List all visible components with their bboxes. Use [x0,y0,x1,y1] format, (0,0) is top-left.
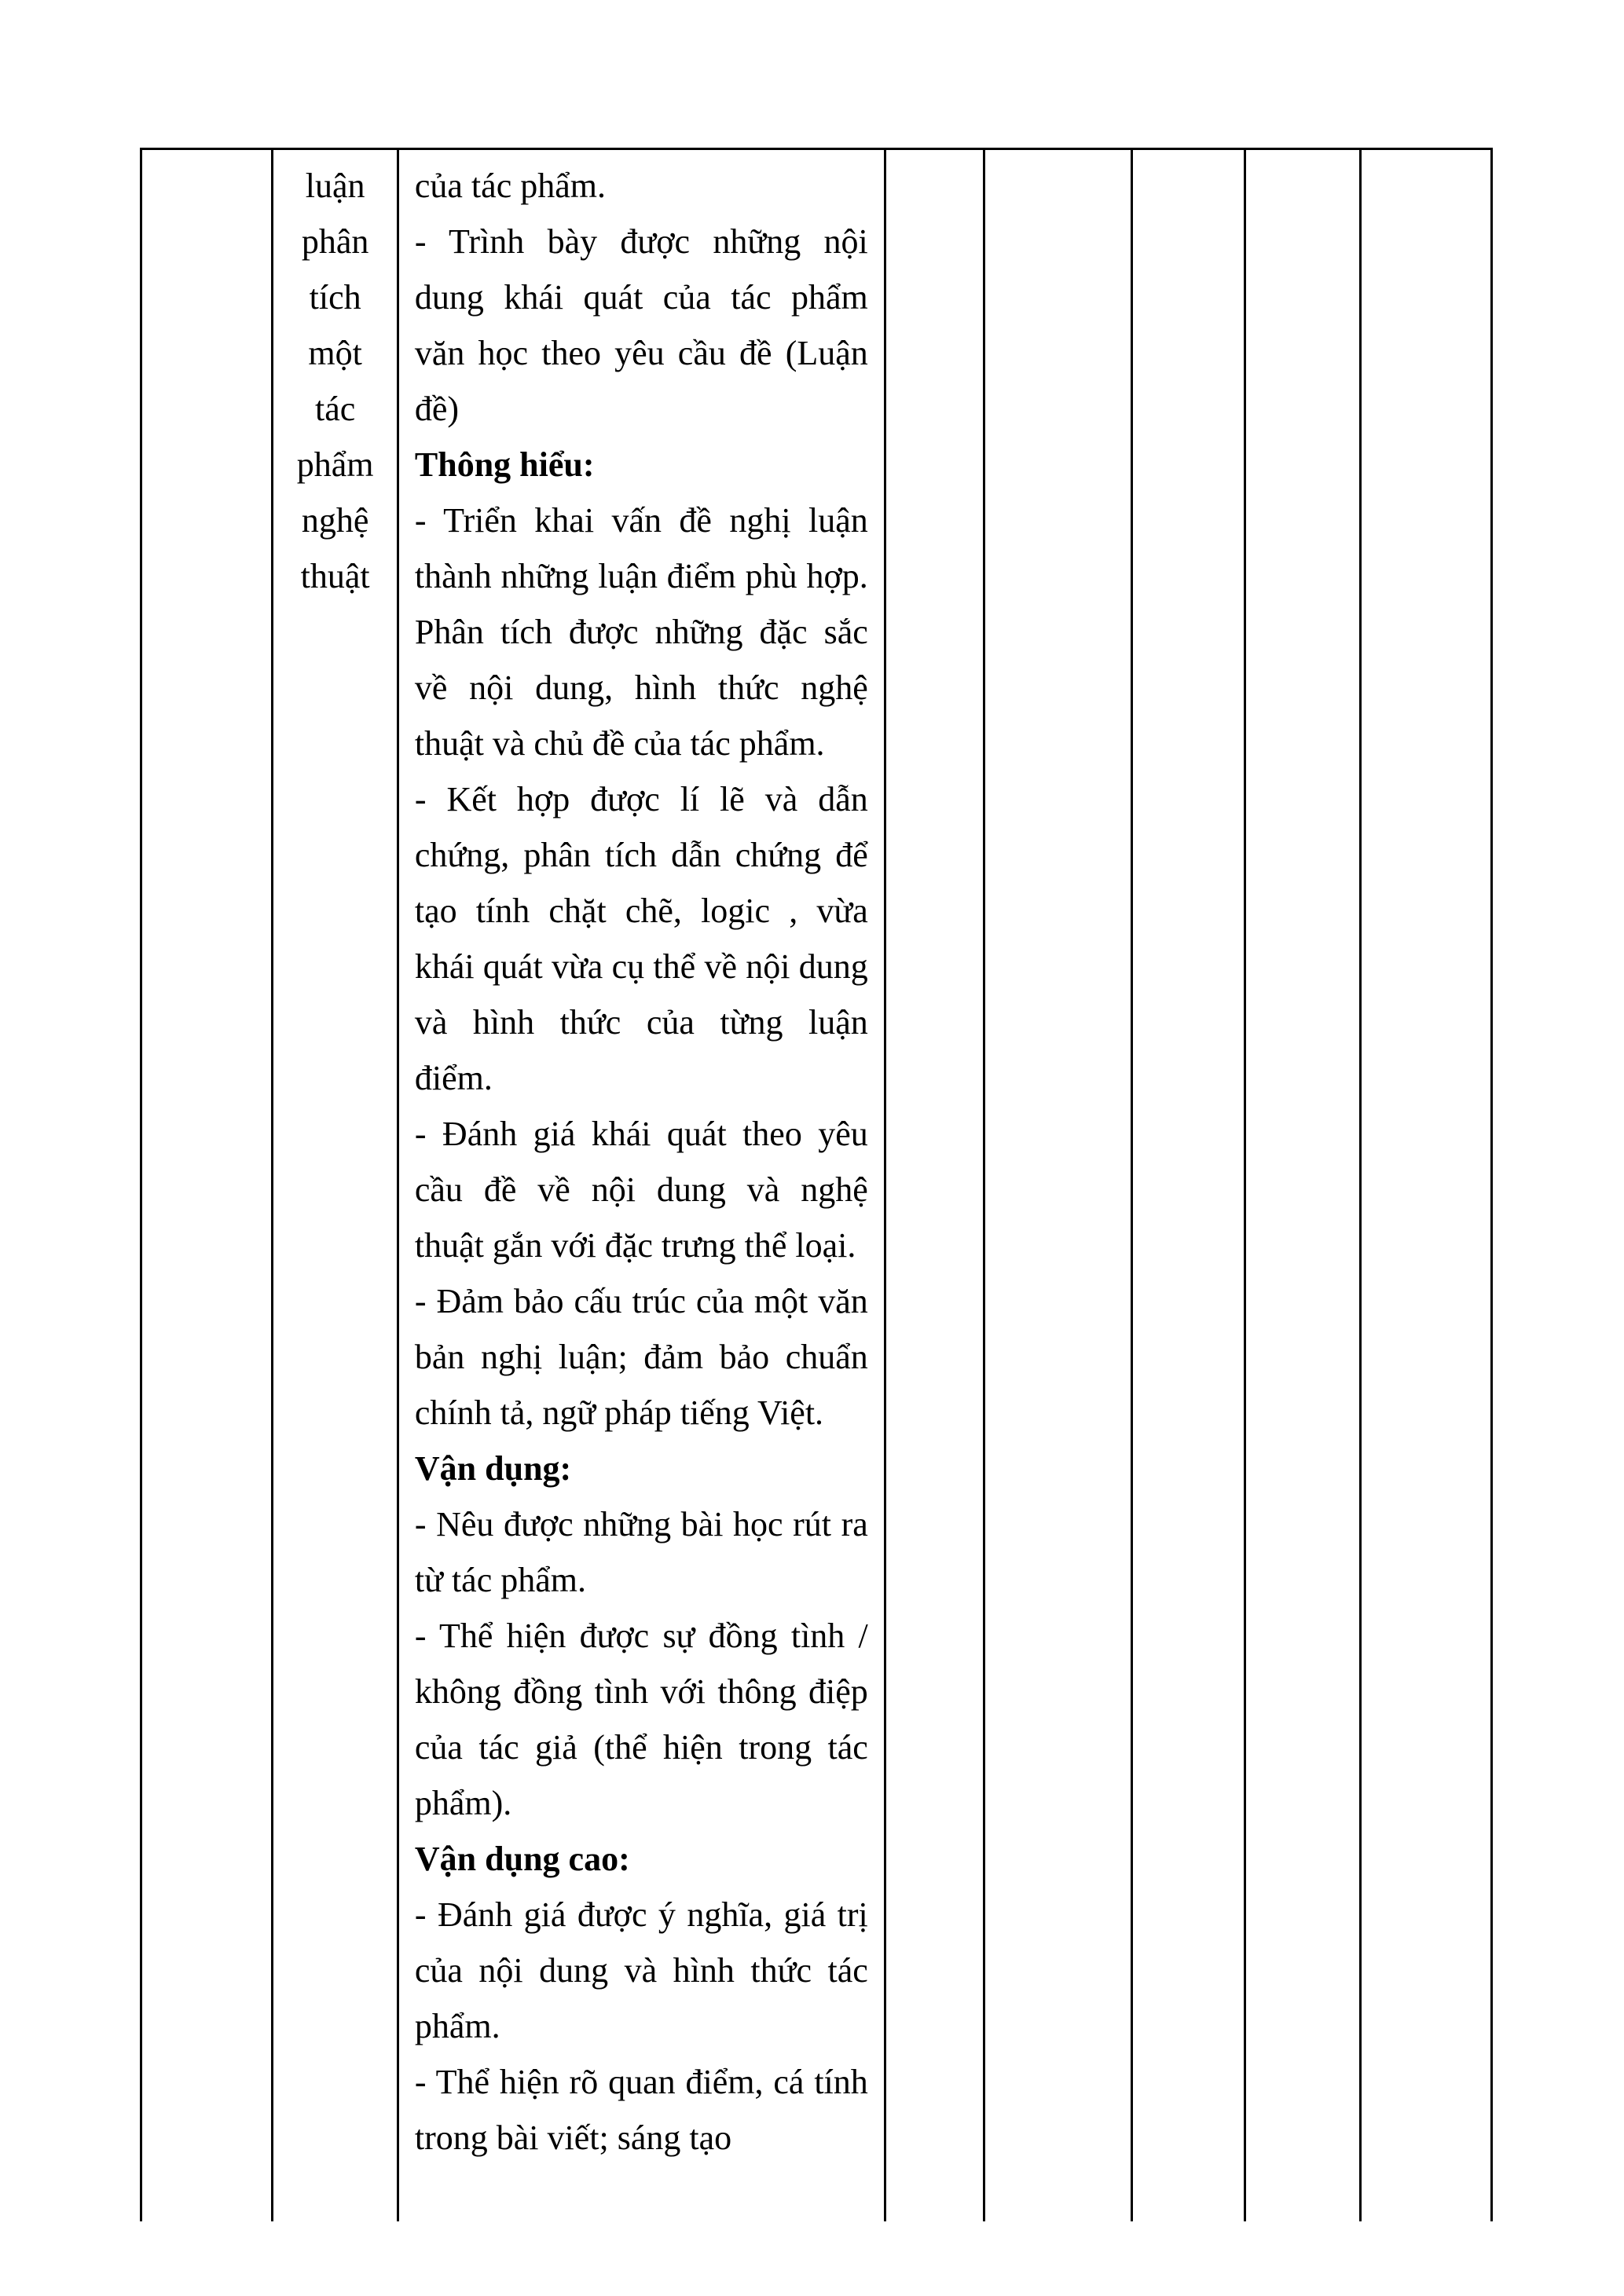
criteria-paragraph: - Kết hợp được lí lẽ và dẫn chứng, phân tích dẫn chứng để tạo tính chặt chẽ, logic , vừa khái quát vừa cụ thể về nội dung và hình thức của từng luận điểm. [414,780,868,1097]
table-cell-empty-1 [886,150,986,2221]
criteria-paragraph: - Đảm bảo cấu trúc của một văn bản nghị luận; đảm bảo chuẩn chính tả, ngữ pháp tiếng Việt. [414,1282,868,1432]
criteria-level-heading: Vận dụng: [414,1449,572,1488]
assessment-matrix-table [140,148,1493,2221]
criteria-paragraph: - Triển khai vấn đề nghị luận thành những luận điểm phù hợp. Phân tích được những đặc sắc về nội dung, hình thức nghệ thuật và chủ đề của tác phẩm. [414,501,868,763]
skill-word: một [308,334,362,372]
skill-word: phẩm [296,445,374,484]
skill-word: luận [305,167,365,205]
table-cell-empty-5 [1362,150,1490,2221]
criteria-paragraph: - Thể hiện rõ quan điểm, cá tính trong bài viết; sáng tạo [414,2063,868,2157]
table-cell-empty-left [142,150,273,2221]
criteria-paragraph: của tác phẩm. [414,167,606,205]
table-cell-empty-2 [985,150,1132,2221]
table-cell-skill [273,150,398,2221]
criteria-level-heading: Vận dụng cao: [414,1840,630,1878]
table-cell-empty-4 [1246,150,1361,2221]
criteria-paragraph: - Nêu được những bài học rút ra từ tác phẩm. [414,1505,868,1599]
skill-word: tích [309,278,361,317]
skill-word: nghệ [301,501,369,540]
skill-word: thuật [300,557,370,595]
table-cell-empty-3 [1133,150,1246,2221]
criteria-paragraph: - Trình bày được những nội dung khái quát của tác phẩm văn học theo yêu cầu đề (Luận đề) [414,222,868,428]
criteria-paragraph: - Đánh giá được ý nghĩa, giá trị của nội dung và hình thức tác phẩm. [414,1895,868,2045]
criteria-paragraph: - Đánh giá khái quát theo yêu cầu đề về nội dung và nghệ thuật gắn với đặc trưng thể loại. [414,1115,868,1265]
skill-word: phân [301,222,369,261]
skill-word: tác [314,390,356,428]
table-cell-criteria [399,150,886,2221]
criteria-level-heading: Thông hiểu: [414,445,595,484]
criteria-paragraph: - Thể hiện được sự đồng tình / không đồng tình với thông điệp của tác giả (thể hiện trong tác phẩm). [414,1617,868,1822]
